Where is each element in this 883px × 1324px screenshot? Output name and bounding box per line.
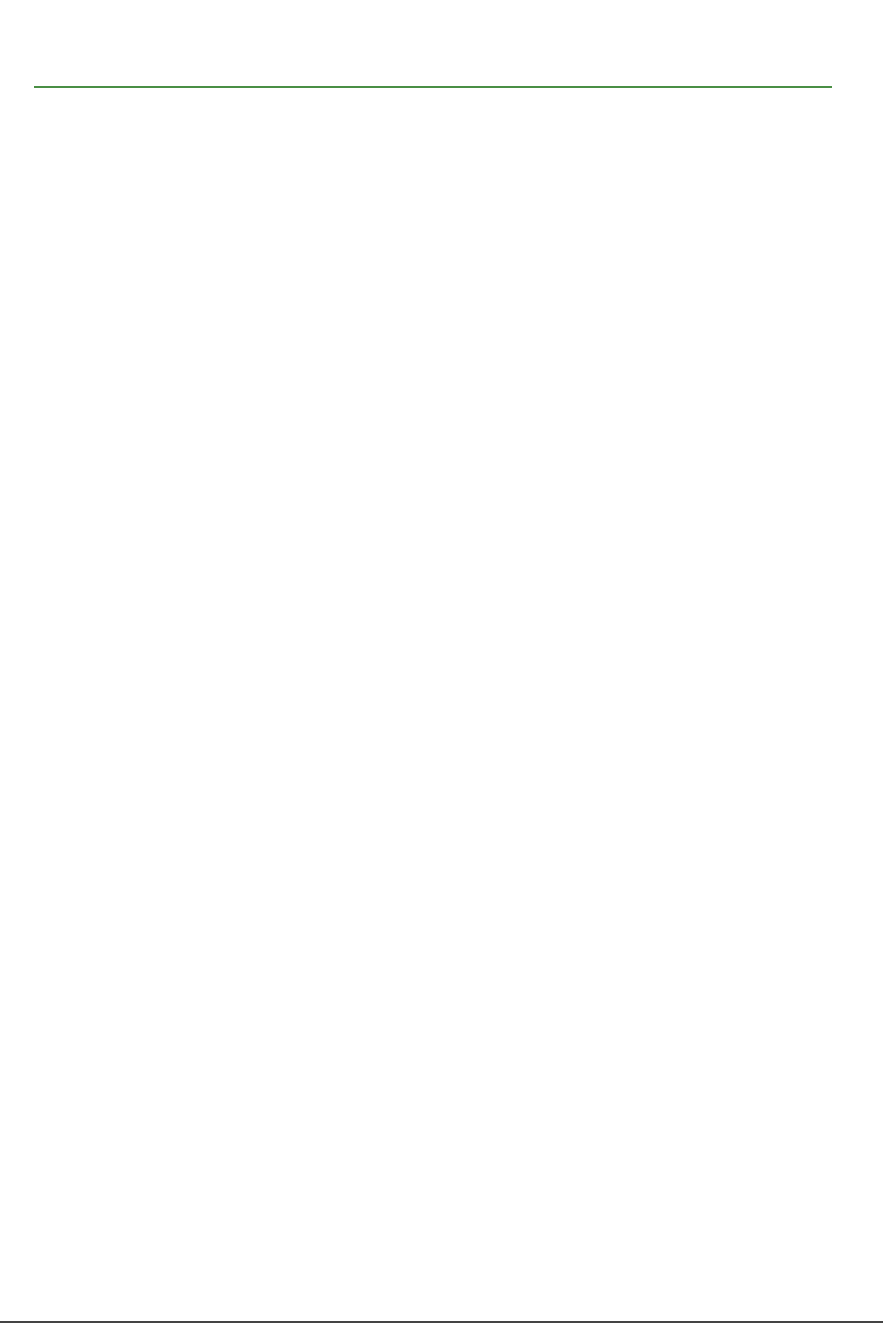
page-content bbox=[34, 102, 844, 122]
section-gap bbox=[34, 102, 844, 122]
title-divider bbox=[34, 86, 832, 88]
bottom-divider bbox=[0, 1321, 883, 1323]
